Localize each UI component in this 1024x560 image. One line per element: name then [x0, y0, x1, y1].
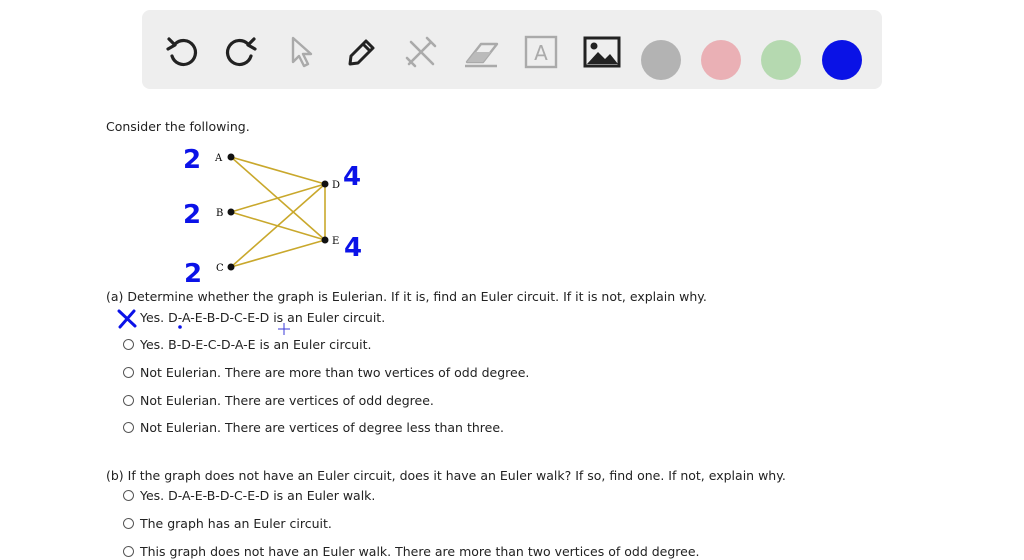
prompt-text: Consider the following. [106, 119, 250, 134]
option-label: Not Eulerian. There are more than two vertices of odd degree. [140, 365, 530, 380]
vertex-e [322, 237, 329, 244]
option-label: Yes. D-A-E-B-D-C-E-D is an Euler walk. [140, 488, 376, 503]
option-label: This graph does not have an Euler walk. There are more than two vertices of odd degree. [140, 544, 700, 559]
degree-note-e: 4 [344, 233, 363, 263]
radio-button[interactable] [123, 422, 134, 433]
radio-button[interactable] [123, 339, 134, 350]
vertex-label-b: B [216, 208, 224, 219]
option-label: Yes. D-A-E-B-D-C-E-D is an Euler circuit. [140, 310, 386, 325]
vertex-label-a: A [215, 153, 223, 164]
part-b-option-3[interactable] [123, 544, 700, 559]
edge-c-d [231, 184, 325, 267]
degree-note-c: 2 [184, 259, 203, 289]
edge-b-d [231, 184, 325, 212]
part-a-option-2[interactable] [123, 337, 371, 352]
part-a-option-1[interactable] [123, 310, 385, 325]
radio-button[interactable] [123, 395, 134, 406]
vertex-d [322, 181, 329, 188]
part-a-option-4[interactable] [123, 393, 434, 408]
part-b-option-1[interactable] [123, 488, 375, 503]
part-a-option-3[interactable] [123, 365, 529, 380]
part-a-option-5[interactable] [123, 420, 504, 435]
part-b-question: (b) If the graph does not have an Euler circuit, does it have an Euler walk? If so, find one. If not, explain why. [106, 468, 786, 483]
option-label: The graph has an Euler circuit. [140, 516, 332, 531]
radio-button[interactable] [123, 518, 134, 529]
radio-button[interactable] [123, 367, 134, 378]
degree-note-b: 2 [183, 200, 202, 230]
ink-dot [178, 325, 182, 329]
option-label: Yes. B-D-E-C-D-A-E is an Euler circuit. [140, 337, 372, 352]
vertex-label-c: C [216, 263, 224, 274]
vertex-c [228, 264, 235, 271]
vertex-label-e: E [332, 236, 340, 247]
svg-text:A: A [534, 41, 548, 65]
vertex-b [228, 209, 235, 216]
part-a-question: (a) Determine whether the graph is Eulerian. If it is, find an Euler circuit. If it is not, explain why. [106, 289, 707, 304]
part-b-option-2[interactable] [123, 516, 332, 531]
option-label: Not Eulerian. There are vertices of odd degree. [140, 393, 434, 408]
vertex-a [228, 154, 235, 161]
degree-note-a: 2 [183, 145, 202, 175]
radio-button[interactable] [123, 546, 134, 557]
radio-button[interactable] [123, 490, 134, 501]
option-label: Not Eulerian. There are vertices of degree less than three. [140, 420, 504, 435]
degree-note-d: 4 [343, 162, 362, 192]
vertex-label-d: D [332, 180, 341, 191]
